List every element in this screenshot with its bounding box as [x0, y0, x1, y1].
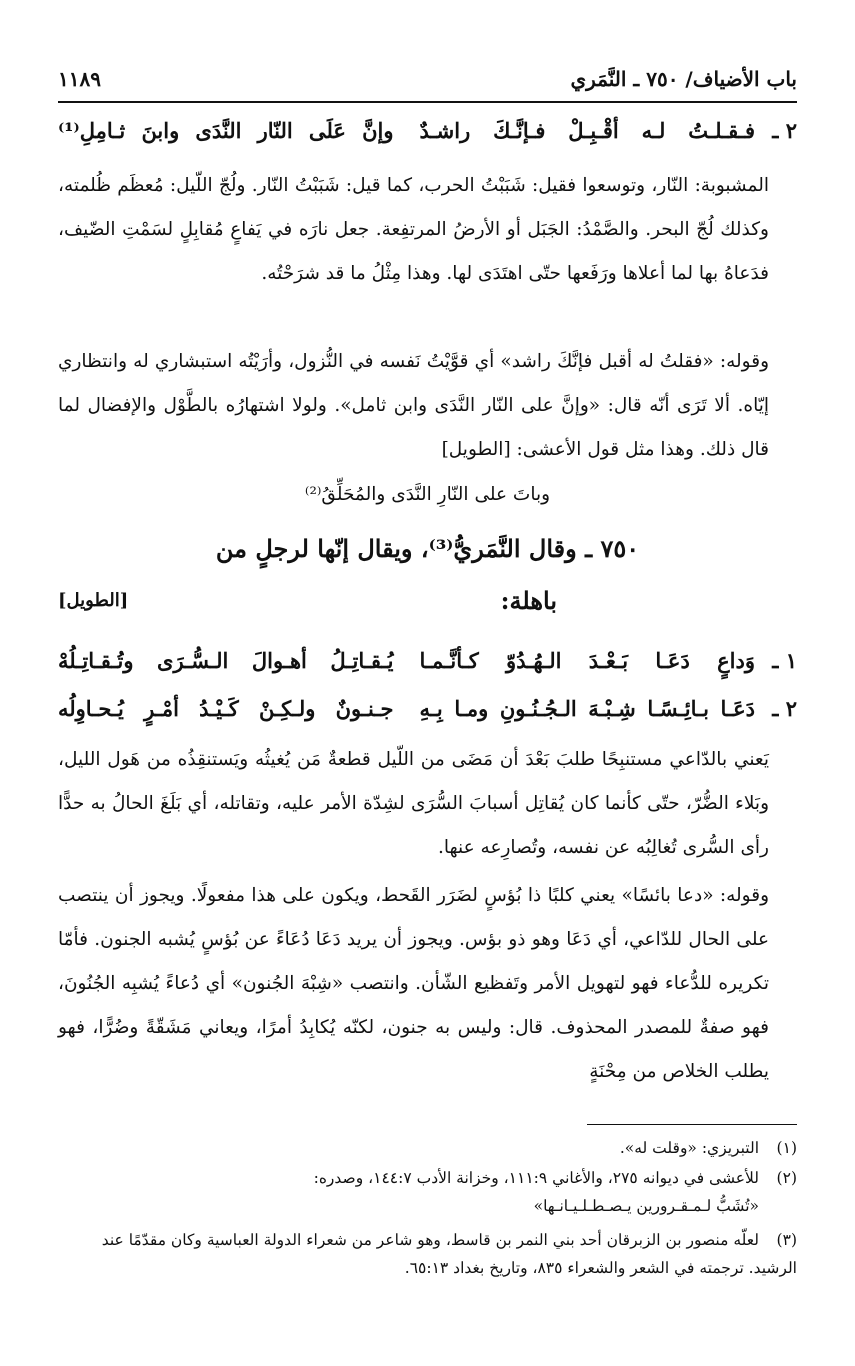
verse-number: ١ ـ — [772, 647, 797, 673]
chapter-title: باب الأضياف/ ٧٥٠ ـ النَّمَري — [570, 67, 797, 91]
poem-verse — [58, 642, 797, 678]
footnote — [58, 1226, 797, 1282]
footnote-number: (٢) — [776, 1169, 797, 1187]
page-number: ١١٨٩ — [58, 67, 101, 91]
meter-label: [الطويل] — [58, 590, 129, 611]
quoted-verse: وباتَ على النّارِ النَّدَى والمُحَلِّقُ⁽²⁾ — [304, 484, 551, 505]
footnote-verse — [58, 1192, 797, 1220]
first-hemistich: وَداعٍ دَعَـا بَـعْـدَ الـهُـدُوّ كـأنَّـمـا — [419, 647, 755, 673]
commentary-paragraph: المشبوبة: النّار، وتوسعوا فقيل: شَبَبْتُ الحرب، كما قيل: شَبَبْتُ النّار. ولُجّ اللّيل: مُعظَم ظُلمته، وكذلك لُجّ البحر. والصَّمْدُ: الجَبَل أو الأرضُ المرتفِعة. جعل نارَه في يَفاعٍ مُقابِلٍ لسَمْتِ الضّيف، فدَعاهُ بها لما أعلاها ورَفَعها حتّى اهتَدَى لها. وهذا مِثْلُ ما قد شرَحْتُه. — [58, 175, 769, 284]
footnote — [58, 1164, 797, 1192]
poem-heading-continued: باهلة: — [500, 586, 557, 615]
second-hemistich: وإنَّ عَلَى النّار النَّدَى وابنَ ثـامِلِ⁽¹⁾ — [58, 117, 394, 143]
commentary-paragraph: وقوله: «دعا بائسًا» يعني كلبًا ذا بُؤسٍ لضَرَر القَحط، ويكون على هذا مفعولًا. ويجوز أن ينتصب على الحال للدّاعي، أي دَعَا وهو ذو بؤس. ويجوز أن يريد دَعَا دُعَاءً عن بُؤسٍ يُشبه الجنون. فأمّا تكريره للدُّعاء فهو لتهويل الأمر وتَفظيع الشّأن. وانتصب «شِبْهَ الجُنون» أي دُعاءً يُشبِه الجُنُونَ، فهو صفةٌ للمصدر المحذوف. قال: وليس به جنون، لكنّه يُكابِدُ أمرًا، ويعاني مَشَقّةً وضُرًّا، فهو يطلب الخلاص من مِحْنَةٍ — [58, 885, 769, 1082]
second-hemistich: جـنـونٌ ولـكِـنْ كَـيْـدُ أمْـرٍ يُـحـاوِلُه — [58, 695, 394, 721]
footnote-number: (١) — [776, 1139, 797, 1157]
running-header — [58, 62, 797, 96]
commentary-paragraph: وقوله: «فقلتُ له أقبل فإنَّكَ راشد» أي قوَّيْتُ نَفسه في النُّزول، وأرَيْتُه استبشاري له وانتظاري إيّاه. ألا تَرَى أنّه قال: «وإنَّ على النّار النَّدَى وابن ثامل». ولولا اشتهارُه بالطَّوْل والإفضال لما قال ذلك. وهذا مثل قول الأعشى: [الطويل] — [58, 351, 769, 460]
verse-number: ٢ ـ — [772, 117, 797, 143]
footnote-divider — [587, 1124, 797, 1125]
footnote-text: لعلّه منصور بن الزبرقان أحد بني النمر بن قاسط، وهو شاعر من شعراء الدولة العباسية وكان مقدّمًا عند الرشيد. ترجمته في الشعر والشعراء ٨٣٥، وتاريخ بغداد ١٣:‏٦٥. — [101, 1231, 797, 1277]
footnote-text: التبريزي: «وقلت له». — [619, 1139, 759, 1157]
footnote — [58, 1134, 797, 1162]
poem-verse — [58, 690, 797, 726]
first-hemistich: دَعَـا بـائِـسًـا شِـبْـهَ الـجُـنُـونِ ومـا بِـهِ — [419, 695, 755, 721]
first-hemistich: فـقـلـتُ لـه أقْـبِـلْ فـإنَّـكَ راشـدٌ — [419, 117, 755, 143]
header-divider — [58, 101, 797, 103]
second-hemistich: يُـقـاتِـلُ أهـوالَ الـسُّـرَى وتُـقـاتِـلُهْ — [58, 647, 394, 673]
verse-line — [58, 112, 797, 148]
commentary-paragraph: يَعني بالدّاعي مستنبِحًا طلبَ بَعْدَ أن مَضَى من اللّيل قطعةٌ مَن يُغيثُه ويَستنقِذُه من هَول الليل، وبَلاء الضُّرّ، حتّى كأنما كان يُقاتِل أسبابَ السُّرَى لشِدّة الأمر عليه، وتقاتله، أي بَلَغَ الحالُ به حدًّا رأى السُّرى تُغالِبُه عن نفسه، وتُصارِعه عنها. — [58, 749, 769, 858]
poem-heading: ٧٥٠ ـ وقال النَّمَريُّ⁽³⁾، ويقال إنّها لرجلٍ من — [215, 534, 640, 563]
verse-number: ٢ ـ — [772, 695, 797, 721]
footnote-number: (٣) — [776, 1231, 797, 1249]
footnote-quoted-hemistich: «تُشَبُّ لـمـقـرورين يـصـطـلـيـانـها» — [533, 1197, 759, 1215]
footnote-text: للأعشى في ديوانه ٢٧٥، والأغاني ٩:‏١١١، وخزانة الأدب ٧:‏١٤٤، وصدره: — [313, 1169, 759, 1187]
